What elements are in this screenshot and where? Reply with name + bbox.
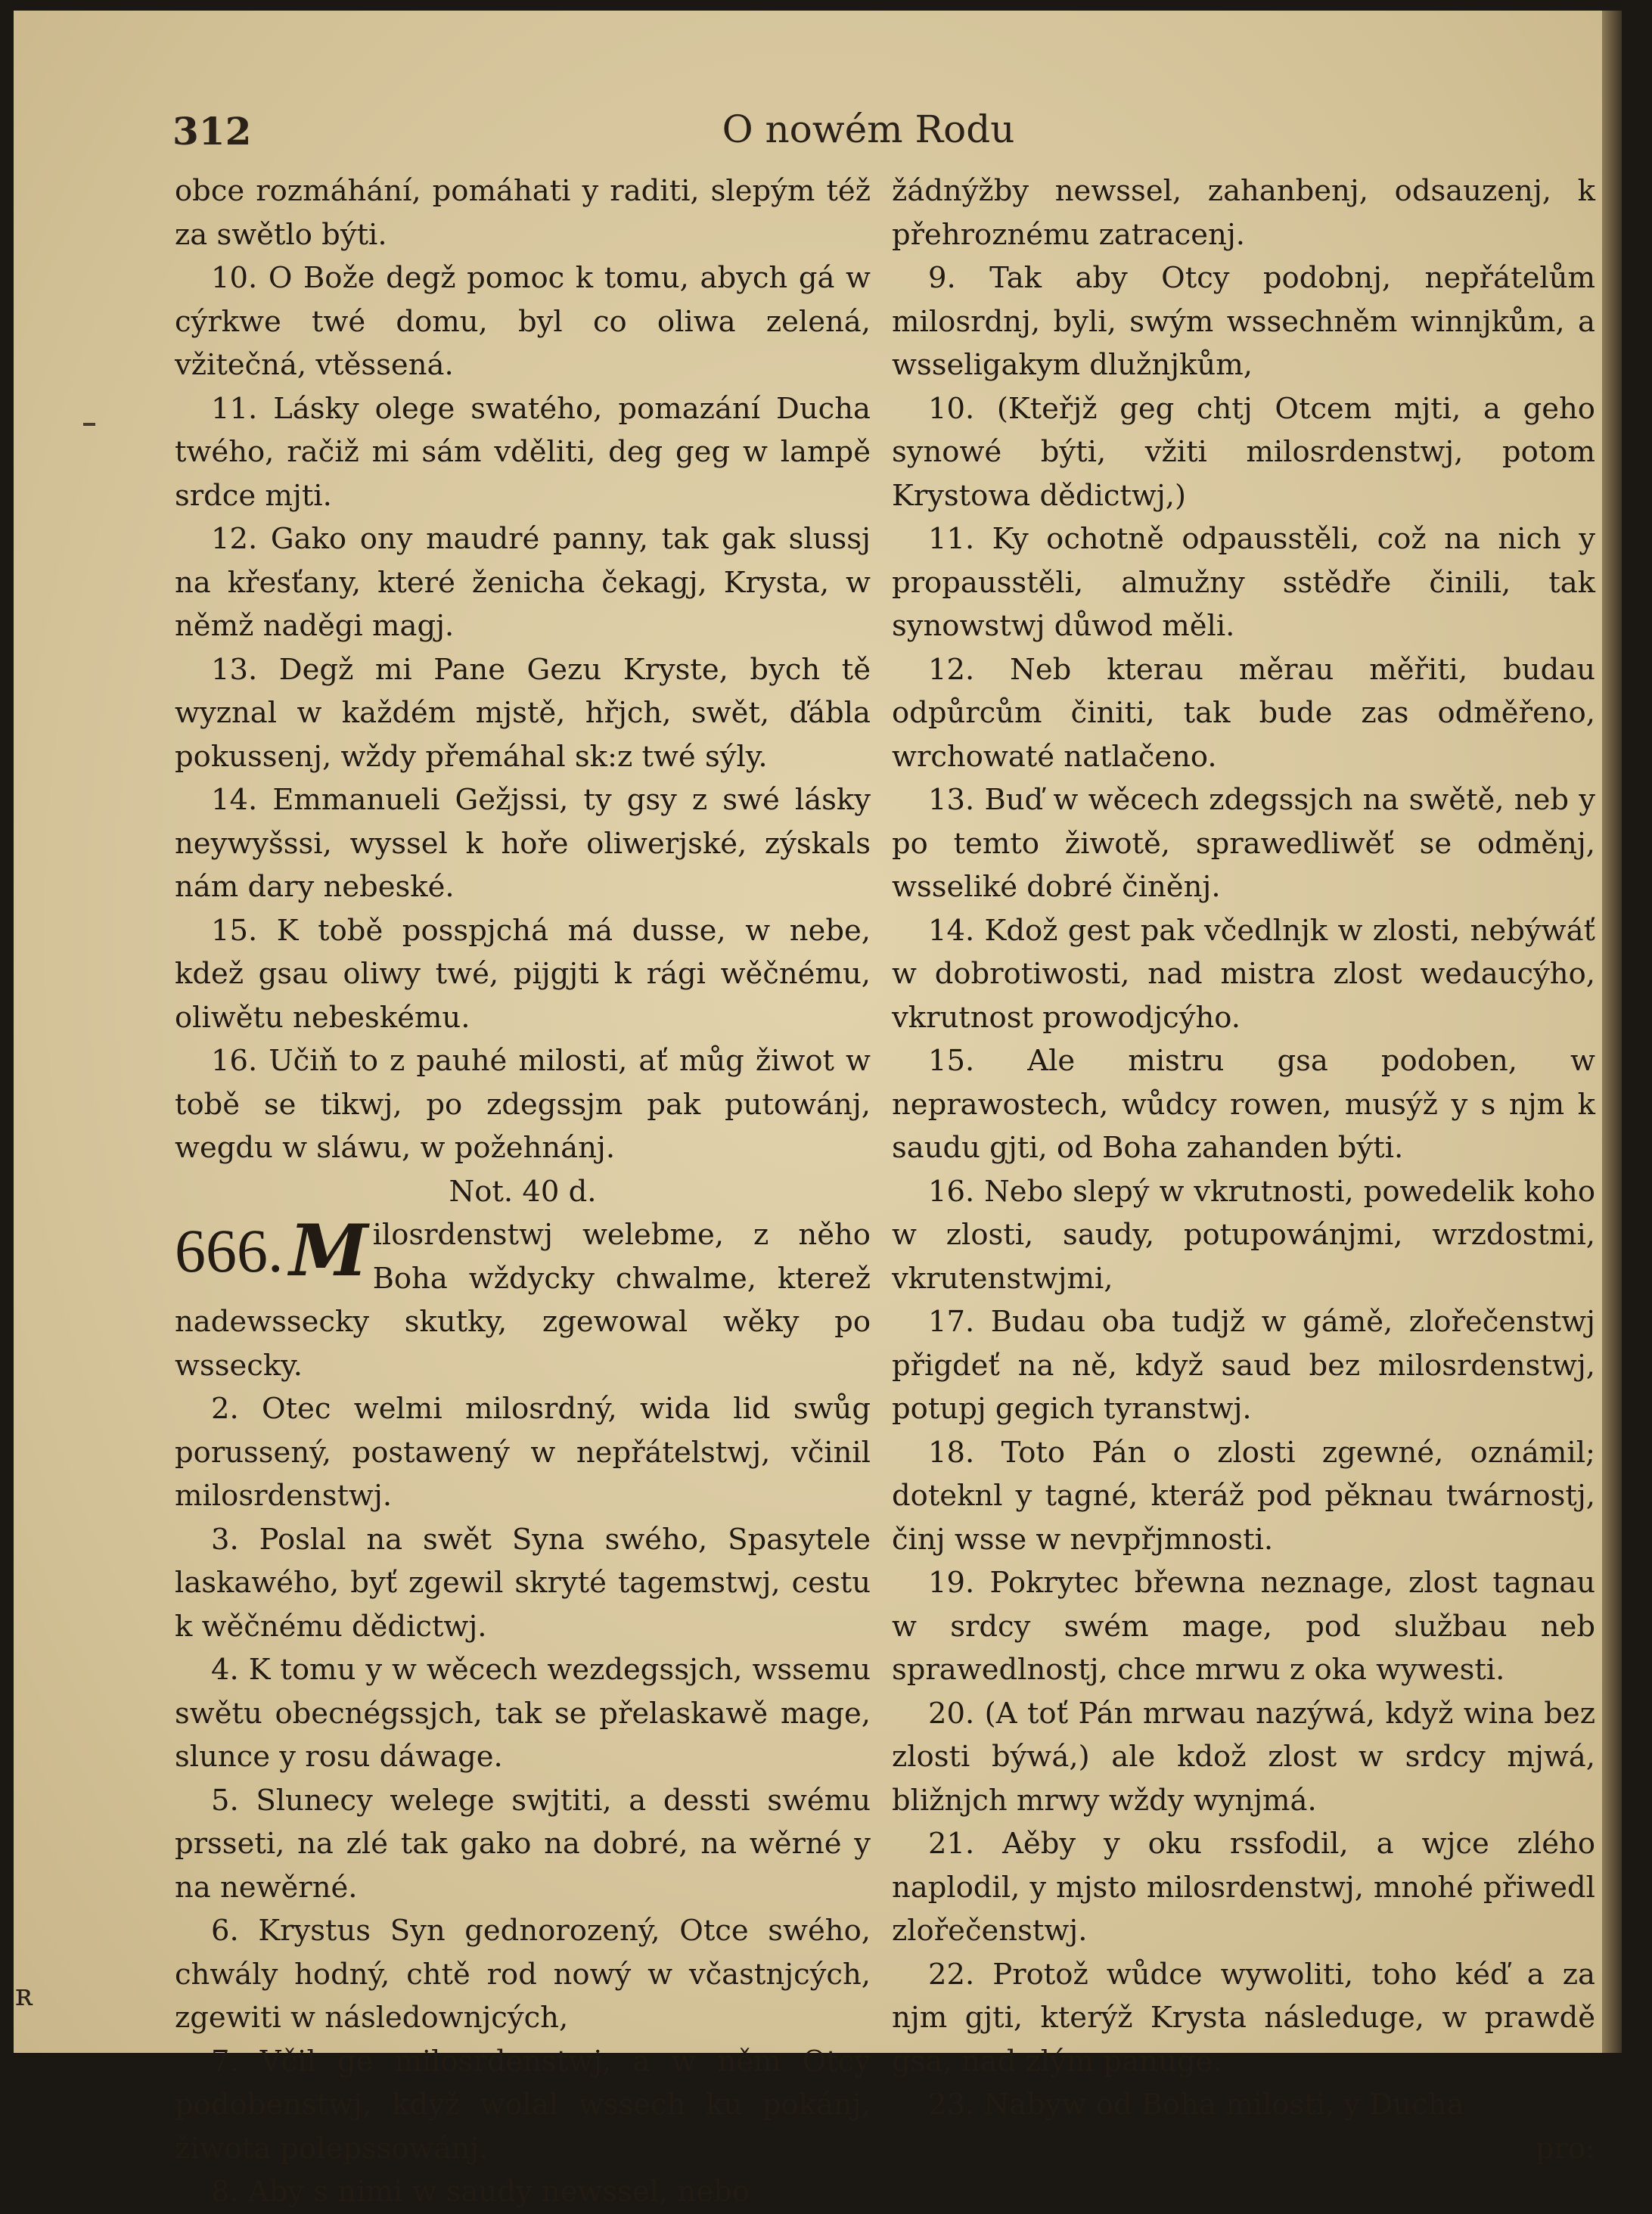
verse-paragraph: 12. Neb kterau měrau měřiti, budau odpůrcům činiti, tak bude zas odměřeno, wrchowaté natlačeno. (892, 652, 1595, 774)
hymn-drop-initial: M (289, 1209, 368, 1293)
verse-paragraph: 21. Aěby y oku rssfodil, a wjce zlého naplodil, y mjsto milosrdenstwj, mnohé přiwedl zlořečenstwj. (892, 1827, 1595, 1948)
margin-mark-dash (83, 423, 95, 426)
running-title: O nowém Rodu (722, 107, 1015, 151)
verse-paragraph: 4. K tomu y w wěcech wezdegssjch, wssemu swětu obecnégssjch, tak se přelaskawě mage, slunce y rosu dáwage. (175, 1653, 871, 1774)
melody-note: Not. 40 d. (449, 1174, 597, 1209)
verse-paragraph: 15. K tobě posspjchá má dusse, w nebe, kdež gsau oliwy twé, pijgjti k rági wěčnému, oliwětu nebeskému. (175, 913, 871, 1035)
book-spine (1602, 11, 1622, 2053)
page-number: 312 (172, 109, 252, 154)
verse-paragraph: 22. Protož wůdce wywoliti, toho kéď a za njm gjti, kterýž Krysta následuge, w prawdě gsa, nad zlým panuge. (892, 1957, 1595, 2079)
verse-paragraph: 11. Ky ochotně odpausstěli, což na nich y propausstěli, almužny sstědře činili, tak synowstwj důwod měli. (892, 522, 1595, 643)
right-column (892, 169, 1595, 2170)
left-column-verses (175, 169, 871, 1213)
verse-paragraph: 8. Aby s nimi w saudy newssel, nebo (211, 2175, 750, 2209)
verse-paragraph: obce rozmáhání, pomáhati y raditi, slepým též za swětlo býti. (175, 174, 871, 252)
verse-paragraph: 16. Nebo slepý w vkrutnosti, powedelik koho w zlosti, saudy, potupowánjmi, wrzdostmi, vkrutenstwjmi, (892, 1174, 1595, 1296)
verse-paragraph: 14. Emmanueli Gežjssi, ty gsy z swé lásky neywyšssi, wyssel k hoře oliwerjské, zýskals nám dary nebeské. (175, 783, 871, 904)
right-column-verses (892, 169, 1595, 2170)
verse-paragraph: 10. O Bože degž pomoc k tomu, abych gá w cýrkwe twé domu, byl co oliwa zelená, vžitečná, vtěssená. (175, 261, 871, 382)
verse-paragraph: žádnýžby newssel, zahanbenj, odsauzenj, k přehroznému zatracenj. (892, 174, 1595, 252)
verse-paragraph: 13. Buď w wěcech zdegssjch na swětě, neb y po temto žiwotě, sprawedliwěť se odměnj, wsseliké dobré činěnj. (892, 783, 1595, 904)
hymn-666-start (175, 1209, 871, 1387)
verse-paragraph: 9. Tak aby Otcy podobnj, nepřátelům milosrdnj, byli, swým wssechněm winnjkům, a wsseligakym dlužnjkům, (892, 261, 1595, 382)
verse-paragraph: 19. Pokrytec břewna neznage, zlost tagnau w srdcy swém mage, pod službau neb sprawedlnostj, chce mrwu z oka wywesti. (892, 1566, 1595, 1687)
verse-paragraph: 10. (Kteřjž geg chtj Otcem mjti, a geho synowé býti, vžiti milosrdenstwj, potom Krystowa dědictwj,) (892, 391, 1595, 513)
hymn-first-stanza: ilosrdenstwj welebme, z něho Boha wždycky chwalme, kterež nadewssecky skutky, zgewowal wěky po wssecky. (175, 1218, 871, 1383)
verse-paragraph: 23. Nabyw od Boha milosti, y Ducha (928, 2088, 1464, 2122)
page-header (157, 101, 1579, 162)
verse-paragraph: 5. Slunecy welege swjtiti, a dessti swému prsseti, na zlé tak gako na dobré, na wěrné y na newěrné. (175, 1783, 871, 1905)
hymn-number: 666. (175, 1216, 284, 1285)
verse-paragraph: 6. Krystus Syn gednorozený, Otce swého, chwály hodný, chtě rod nowý w včastnjcých, zgewiti w následownjcých, (175, 1914, 871, 2035)
book-page (14, 11, 1622, 2209)
verse-paragraph: 14. Kdož gest pak včedlnjk w zlosti, nebýwáť w dobrotiwosti, nad mistra zlost wedaucýho, vkrutnost prowodjcýho. (892, 913, 1595, 1035)
verse-paragraph: 15. Ale mistru gsa podoben, w neprawostech, wůdcy rowen, musýž y s njm k saudu gjti, od Boha zahanden býti. (892, 1044, 1595, 1165)
verse-paragraph: pro: (1535, 2131, 1595, 2166)
verse-paragraph: 11. Lásky olege swatého, pomazání Ducha twého, račiž mi sám vděliti, deg geg w lampě srdce mjti. (175, 391, 871, 513)
verse-paragraph: 18. Toto Pán o zlosti zgewné, oznámil; doteknl y tagné, kteráž pod pěknau twárnostj, činj wsse w nevpřjmnosti. (892, 1435, 1595, 1557)
verse-paragraph: 3. Poslal na swět Syna swého, Spasytele laskawého, byť zgewil skryté tagemstwj, cestu k wěčnému dědictwj. (175, 1522, 871, 1644)
verse-paragraph: 16. Učiň to z pauhé milosti, ať můg žiwot w tobě se tikwj, po zdegssjm pak putowánj, wegdu w sláwu, w požehnánj. (175, 1044, 871, 1165)
verse-paragraph: 7. Včil ge milosrdenstwj, a w něm Otcy podobenstwj, když wolal wssech ku pokánj, žiwota polepssowánj. (175, 2044, 871, 2166)
verse-paragraph: 12. Gako ony maudré panny, tak gak slussj na křesťany, které ženicha čekagj, Krysta, w němž naděgi magj. (175, 522, 871, 643)
margin-mark: ʀ (15, 1978, 33, 2013)
verse-paragraph: 13. Degž mi Pane Gezu Kryste, bych tě wyznal w každém mjstě, hřjch, swět, ďábla pokussenj, wždy přemáhal sk:z twé sýly. (175, 652, 871, 774)
verse-paragraph: 20. (A toť Pán mrwau nazýwá, když wina bez zlosti býwá,) ale kdož zlost w srdcy mjwá, bližnjch mrwy wždy wynjmá. (892, 1696, 1595, 1818)
left-column (175, 169, 871, 2214)
verse-paragraph: 17. Budau oba tudjž w gámě, zlořečenstwj přigdeť na ně, když saud bez milosrdenstwj, potupj gegich tyranstwj. (892, 1305, 1595, 1426)
verse-paragraph: 2. Otec welmi milosrdný, wida lid swůg porussený, postawený w nepřátelstwj, včinil milosrdenstwj. (175, 1392, 871, 1513)
left-column-hymn-verses (175, 1387, 871, 2214)
